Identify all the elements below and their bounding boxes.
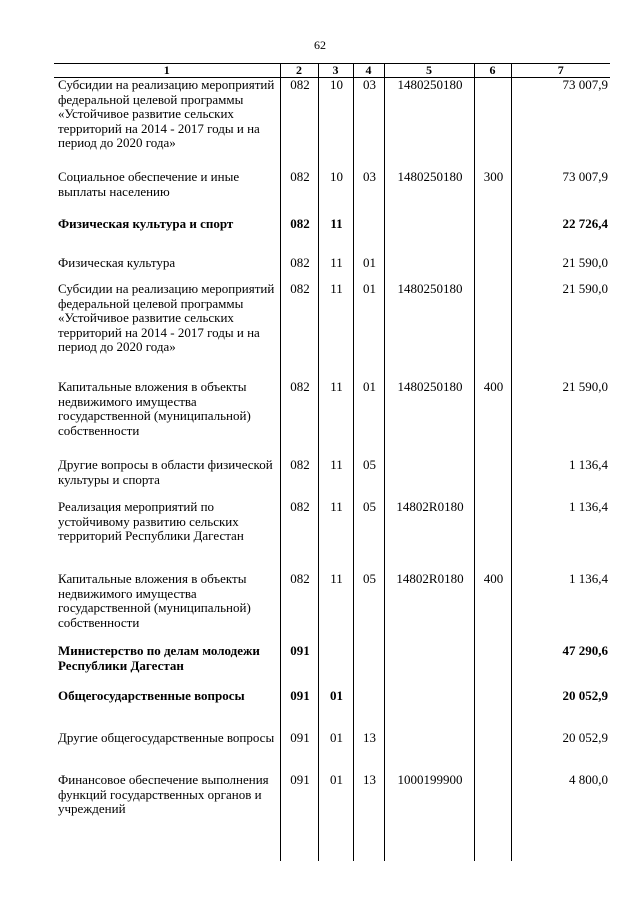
row-amount: 21 590,0 xyxy=(511,282,610,380)
row-name: Социальное обеспечение и иные выплаты населению xyxy=(54,170,280,217)
col-header-7: 7 xyxy=(511,64,610,78)
row-code-4: 01 xyxy=(353,256,384,282)
row-code-6 xyxy=(474,282,511,380)
row-amount: 21 590,0 xyxy=(511,256,610,282)
row-code-3: 11 xyxy=(318,572,353,644)
row-name: Министерство по делам молодежи Республики Дагестан xyxy=(54,644,280,689)
col-header-1: 1 xyxy=(54,64,280,78)
row-name: Финансовое обеспечение выполнения функций государственных органов и учреждений xyxy=(54,773,280,841)
col-header-2: 2 xyxy=(280,64,318,78)
row-amount: 1 136,4 xyxy=(511,458,610,500)
row-code-2: 082 xyxy=(280,500,318,572)
row-amount: 4 800,0 xyxy=(511,773,610,841)
table-row xyxy=(54,572,610,644)
empty-cell xyxy=(353,841,384,861)
row-code-3: 11 xyxy=(318,282,353,380)
table-row xyxy=(54,689,610,731)
row-code-6 xyxy=(474,731,511,773)
page-number: 62 xyxy=(314,38,326,52)
row-amount: 21 590,0 xyxy=(511,380,610,458)
row-name: Капитальные вложения в объекты недвижимого имущества государственной (муниципальной) собственности xyxy=(54,572,280,644)
row-amount: 73 007,9 xyxy=(511,78,610,171)
row-name: Другие вопросы в области физической культуры и спорта xyxy=(54,458,280,500)
row-code-3: 10 xyxy=(318,170,353,217)
table-row xyxy=(54,78,610,171)
table-row xyxy=(54,773,610,841)
row-code-6 xyxy=(474,644,511,689)
table-row xyxy=(54,170,610,217)
row-code-4: 03 xyxy=(353,78,384,171)
row-code-2: 082 xyxy=(280,282,318,380)
table-row xyxy=(54,217,610,256)
row-name: Капитальные вложения в объекты недвижимого имущества государственной (муниципальной) собственности xyxy=(54,380,280,458)
row-name: Субсидии на реализацию мероприятий федеральной целевой программы «Устойчивое развитие сельских территорий на 2014 - 2017 годы и на период до 2020 года» xyxy=(54,78,280,171)
table-row xyxy=(54,731,610,773)
row-code-3: 11 xyxy=(318,500,353,572)
row-code-6 xyxy=(474,217,511,256)
row-code-3: 11 xyxy=(318,217,353,256)
row-code-6 xyxy=(474,500,511,572)
row-name: Физическая культура xyxy=(54,256,280,282)
row-code-2: 082 xyxy=(280,217,318,256)
row-name: Физическая культура и спорт xyxy=(54,217,280,256)
row-code-5: 1480250180 xyxy=(384,78,474,171)
row-code-6 xyxy=(474,256,511,282)
row-code-3: 11 xyxy=(318,380,353,458)
empty-cell xyxy=(318,841,353,861)
col-header-3: 3 xyxy=(318,64,353,78)
row-code-4: 05 xyxy=(353,500,384,572)
row-code-5 xyxy=(384,689,474,731)
table-row xyxy=(54,458,610,500)
header-row xyxy=(54,64,610,78)
empty-cell xyxy=(384,841,474,861)
col-header-5: 5 xyxy=(384,64,474,78)
table-row xyxy=(54,380,610,458)
row-amount: 1 136,4 xyxy=(511,572,610,644)
row-code-2: 091 xyxy=(280,644,318,689)
row-code-5: 14802R0180 xyxy=(384,572,474,644)
row-name: Общегосударственные вопросы xyxy=(54,689,280,731)
row-amount: 20 052,9 xyxy=(511,731,610,773)
row-amount: 47 290,6 xyxy=(511,644,610,689)
row-name: Субсидии на реализацию мероприятий федеральной целевой программы «Устойчивое развитие сельских территорий на 2014 - 2017 годы и на период до 2020 года» xyxy=(54,282,280,380)
row-code-6: 400 xyxy=(474,572,511,644)
row-code-2: 082 xyxy=(280,458,318,500)
row-code-2: 091 xyxy=(280,731,318,773)
row-code-4 xyxy=(353,217,384,256)
row-code-4: 13 xyxy=(353,773,384,841)
table-filler-row xyxy=(54,841,610,861)
row-amount: 73 007,9 xyxy=(511,170,610,217)
row-code-5 xyxy=(384,731,474,773)
empty-cell xyxy=(474,841,511,861)
row-code-5: 1480250180 xyxy=(384,380,474,458)
row-code-2: 091 xyxy=(280,689,318,731)
row-code-2: 091 xyxy=(280,773,318,841)
row-code-5: 1480250180 xyxy=(384,282,474,380)
row-code-3 xyxy=(318,644,353,689)
row-amount: 22 726,4 xyxy=(511,217,610,256)
empty-cell xyxy=(280,841,318,861)
budget-table xyxy=(54,63,610,861)
row-code-6 xyxy=(474,689,511,731)
row-code-5 xyxy=(384,256,474,282)
col-header-4: 4 xyxy=(353,64,384,78)
col-header-6: 6 xyxy=(474,64,511,78)
row-name: Другие общегосударственные вопросы xyxy=(54,731,280,773)
table-row xyxy=(54,282,610,380)
table-row xyxy=(54,644,610,689)
empty-cell xyxy=(54,841,280,861)
row-code-2: 082 xyxy=(280,78,318,171)
table-row xyxy=(54,500,610,572)
row-code-2: 082 xyxy=(280,170,318,217)
row-code-4: 03 xyxy=(353,170,384,217)
row-code-6: 400 xyxy=(474,380,511,458)
row-code-5: 14802R0180 xyxy=(384,500,474,572)
row-code-3: 01 xyxy=(318,731,353,773)
row-code-5 xyxy=(384,217,474,256)
row-code-4: 05 xyxy=(353,572,384,644)
row-code-4 xyxy=(353,689,384,731)
row-code-3: 01 xyxy=(318,689,353,731)
empty-cell xyxy=(511,841,610,861)
row-code-4 xyxy=(353,644,384,689)
row-amount: 1 136,4 xyxy=(511,500,610,572)
row-code-6 xyxy=(474,458,511,500)
row-code-4: 01 xyxy=(353,282,384,380)
row-code-6 xyxy=(474,78,511,171)
row-code-5: 1000199900 xyxy=(384,773,474,841)
row-code-5 xyxy=(384,644,474,689)
row-code-3: 01 xyxy=(318,773,353,841)
row-amount: 20 052,9 xyxy=(511,689,610,731)
row-name: Реализация мероприятий по устойчивому развитию сельских территорий Республики Дагестан xyxy=(54,500,280,572)
row-code-2: 082 xyxy=(280,572,318,644)
row-code-4: 05 xyxy=(353,458,384,500)
row-code-2: 082 xyxy=(280,256,318,282)
row-code-6 xyxy=(474,773,511,841)
row-code-5 xyxy=(384,458,474,500)
row-code-5: 1480250180 xyxy=(384,170,474,217)
row-code-3: 11 xyxy=(318,256,353,282)
row-code-3: 11 xyxy=(318,458,353,500)
row-code-6: 300 xyxy=(474,170,511,217)
row-code-2: 082 xyxy=(280,380,318,458)
row-code-4: 01 xyxy=(353,380,384,458)
table-row xyxy=(54,256,610,282)
row-code-3: 10 xyxy=(318,78,353,171)
row-code-4: 13 xyxy=(353,731,384,773)
